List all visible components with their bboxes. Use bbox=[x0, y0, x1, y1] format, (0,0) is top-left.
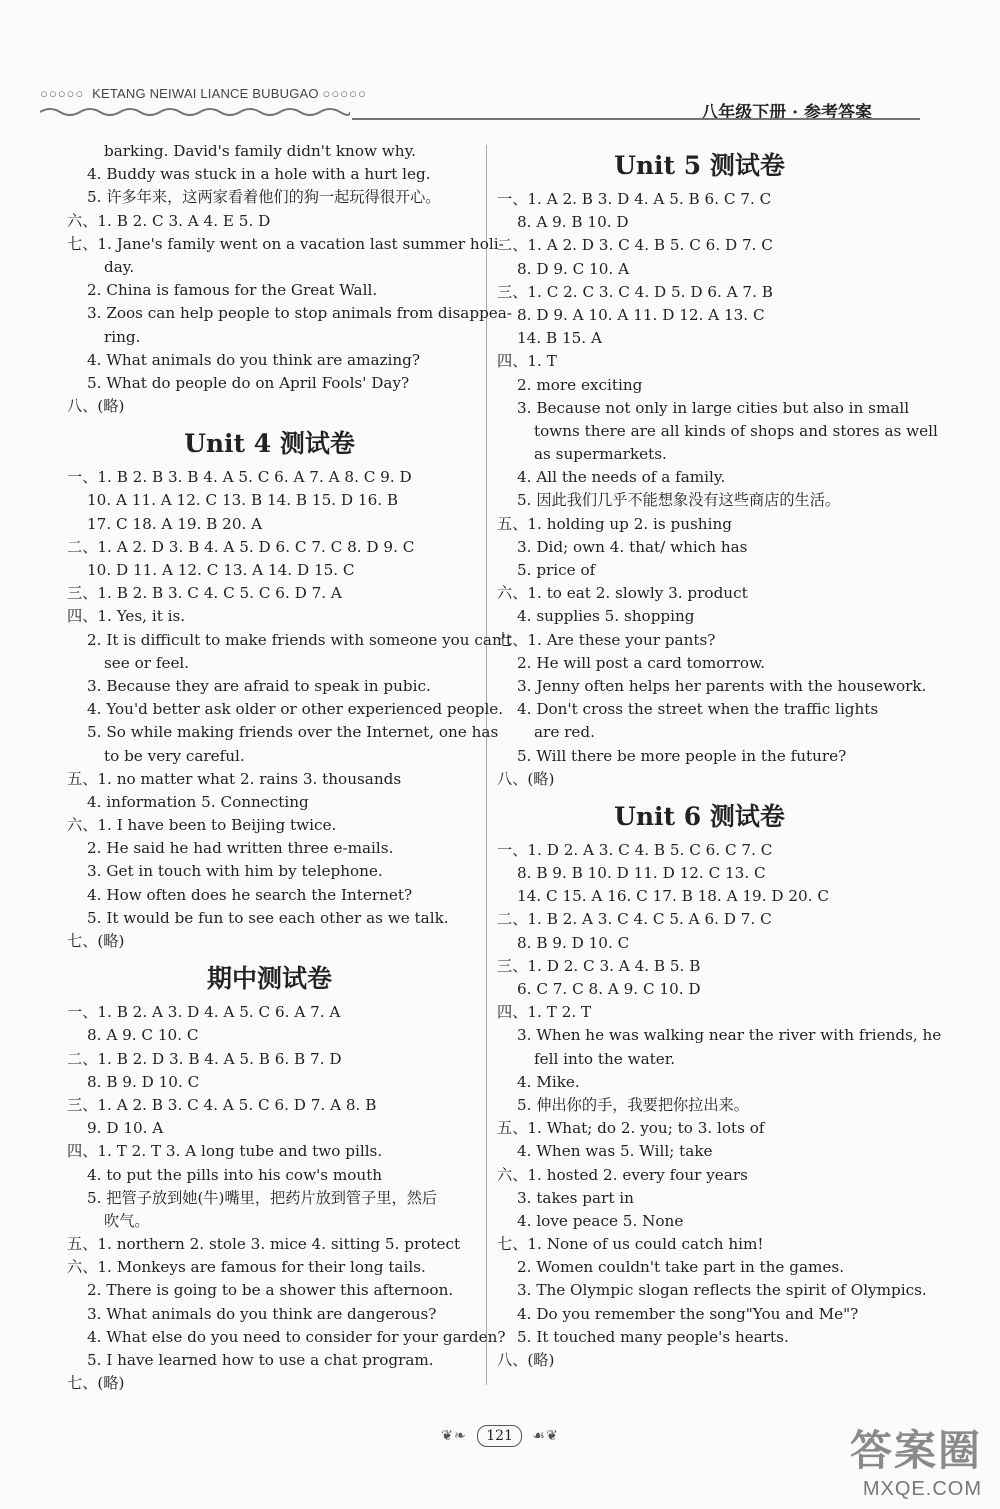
header-wave-ornament bbox=[40, 106, 350, 118]
answer-line: 七、(略) bbox=[67, 932, 125, 950]
answer-line: 3. When he was walking near the river with friends, he bbox=[517, 1026, 942, 1045]
answer-line: 8. A 9. C 10. C bbox=[87, 1026, 199, 1045]
answer-line: 4. You'd better ask older or other experienced people. bbox=[87, 700, 504, 719]
answer-line: 一、1. A 2. B 3. D 4. A 5. B 6. C 7. C bbox=[497, 190, 772, 208]
right-column bbox=[497, 140, 942, 1372]
header-dots-after: ○○○○○ bbox=[322, 86, 367, 101]
answer-line: 一、1. B 2. B 3. B 4. A 5. C 6. A 7. A 8. C 9. D bbox=[67, 468, 412, 487]
answer-line: 3. Because they are afraid to speak in pubic. bbox=[87, 676, 431, 695]
answer-line: 6. C 7. C 8. A 9. C 10. D bbox=[517, 980, 701, 998]
answer-line: 5. So while making friends over the Internet, one has bbox=[87, 723, 499, 742]
answer-line: barking. David's family didn't know why. bbox=[104, 142, 416, 160]
answer-line: 四、1. Yes, it is. bbox=[67, 607, 186, 626]
answer-line: 4. What else do you need to consider for your garden? bbox=[87, 1327, 506, 1346]
answer-line: 5. What do people do on April Fools' Day? bbox=[87, 373, 410, 392]
answer-line: 2. Women couldn't take part in the games. bbox=[517, 1258, 845, 1277]
watermark bbox=[850, 1418, 982, 1501]
answer-line: 3. Get in touch with him by telephone. bbox=[87, 862, 383, 881]
answer-line: 七、1. None of us could catch him! bbox=[497, 1235, 764, 1254]
section-heading: Unit 4 测试卷 bbox=[184, 429, 355, 459]
answer-line: 4. Don't cross the street when the traffic lights bbox=[517, 700, 879, 719]
answer-line: 五、1. holding up 2. is pushing bbox=[497, 514, 732, 533]
answer-line: 14. C 15. A 16. C 17. B 18. A 19. D 20. C bbox=[517, 887, 829, 906]
answer-line: 吹气。 bbox=[104, 1211, 150, 1230]
answer-line: 六、1. I have been to Beijing twice. bbox=[67, 816, 337, 835]
header-title: 八年级下册 · 参考答案 bbox=[701, 103, 872, 123]
answer-line: 5. price of bbox=[517, 561, 596, 579]
answer-line: 4. love peace 5. None bbox=[517, 1211, 684, 1230]
answer-line: 5. Will there be more people in the future? bbox=[517, 746, 847, 765]
section-heading: Unit 5 测试卷 bbox=[614, 151, 785, 180]
answer-line: 六、1. B 2. C 3. A 4. E 5. D bbox=[67, 211, 271, 230]
answer-line: 六、1. Monkeys are famous for their long tails. bbox=[67, 1258, 426, 1277]
answer-line: 5. 伸出你的手，我要把你拉出来。 bbox=[517, 1095, 749, 1114]
answer-line: 14. B 15. A bbox=[517, 329, 602, 348]
answer-line: as supermarkets. bbox=[534, 445, 667, 464]
answer-line: 4. How often does he search the Internet? bbox=[87, 885, 413, 904]
answer-line: are red. bbox=[534, 723, 595, 742]
answer-line: 4. to put the pills into his cow's mouth bbox=[87, 1165, 383, 1184]
answer-line: 一、1. B 2. A 3. D 4. A 5. C 6. A 7. A bbox=[67, 1003, 341, 1022]
answer-line: 3. takes part in bbox=[517, 1188, 634, 1207]
answer-line: 8. B 9. D 10. C bbox=[517, 933, 630, 952]
header-rule bbox=[352, 118, 920, 120]
watermark-url: MXQE.COM bbox=[862, 1478, 982, 1500]
answer-line: 四、1. T bbox=[497, 352, 557, 371]
answer-line: 八、(略) bbox=[67, 397, 125, 416]
footer-ornament-right: ☙❦ bbox=[532, 1428, 559, 1444]
answer-line: 5. It touched many people's hearts. bbox=[517, 1327, 789, 1346]
answer-line: 8. A 9. B 10. D bbox=[517, 213, 629, 232]
answer-line: 3. Jenny often helps her parents with the housework. bbox=[517, 676, 927, 695]
answer-line: 4. Buddy was stuck in a hole with a hurt leg. bbox=[87, 165, 431, 184]
answer-line: 8. B 9. D 10. C bbox=[87, 1072, 200, 1091]
answer-line: 三、1. B 2. B 3. C 4. C 5. C 6. D 7. A bbox=[67, 584, 342, 603]
answer-line: 2. He will post a card tomorrow. bbox=[517, 653, 766, 672]
answer-line: 2. It is difficult to make friends with someone you can't bbox=[87, 630, 513, 649]
answer-line: 三、1. D 2. C 3. A 4. B 5. B bbox=[497, 956, 701, 975]
answer-line: 10. D 11. A 12. C 13. A 14. D 15. C bbox=[87, 561, 355, 579]
answer-line: 5. It would be fun to see each other as we talk. bbox=[87, 908, 449, 927]
answer-line: 一、1. D 2. A 3. C 4. B 5. C 6. C 7. C bbox=[497, 840, 773, 859]
answer-line: 三、1. C 2. C 3. C 4. D 5. D 6. A 7. B bbox=[497, 282, 773, 301]
answer-line: 2. China is famous for the Great Wall. bbox=[87, 281, 378, 300]
column-divider bbox=[486, 145, 487, 1385]
answer-line: 3. Did; own 4. that/ which has bbox=[517, 537, 748, 556]
answer-line: towns there are all kinds of shops and stores as well bbox=[534, 421, 938, 440]
answer-line: 八、(略) bbox=[497, 1351, 555, 1369]
answer-line: 4. When was 5. Will; take bbox=[517, 1142, 713, 1161]
answer-line: 五、1. What; do 2. you; to 3. lots of bbox=[497, 1119, 765, 1138]
answer-line: 4. Do you remember the song"You and Me"? bbox=[517, 1304, 859, 1323]
answer-line: 4. supplies 5. shopping bbox=[517, 607, 695, 626]
answer-line: 二、1. A 2. D 3. C 4. B 5. C 6. D 7. C bbox=[497, 236, 773, 255]
header-series-label: KETANG NEIWAI LIANCE BUBUGAO bbox=[92, 86, 319, 101]
answer-line: 5. 因此我们几乎不能想象没有这些商店的生活。 bbox=[517, 491, 841, 510]
answer-line: 二、1. B 2. D 3. B 4. A 5. B 6. B 7. D bbox=[67, 1049, 342, 1068]
answer-line: 10. A 11. A 12. C 13. B 14. B 15. D 16. B bbox=[87, 491, 399, 510]
answer-line: 2. more exciting bbox=[517, 375, 643, 394]
left-column bbox=[67, 140, 513, 1395]
answer-line: 17. C 18. A 19. B 20. A bbox=[87, 514, 263, 533]
answer-line: 二、1. B 2. A 3. C 4. C 5. A 6. D 7. C bbox=[497, 910, 772, 929]
answer-line: 3. What animals do you think are dangerous? bbox=[87, 1304, 437, 1323]
footer-ornament-left: ❦❧ bbox=[441, 1428, 467, 1444]
answer-line: 4. All the needs of a family. bbox=[517, 468, 726, 487]
section-heading: Unit 6 测试卷 bbox=[614, 801, 785, 831]
answer-line: 4. What animals do you think are amazing? bbox=[87, 350, 421, 369]
answer-line: 4. Mike. bbox=[517, 1072, 580, 1091]
answer-line: 2. He said he had written three e-mails. bbox=[87, 839, 394, 858]
answer-line: see or feel. bbox=[104, 653, 190, 672]
answer-line: 五、1. northern 2. stole 3. mice 4. sitting 5. protect bbox=[67, 1235, 461, 1254]
answer-line: 三、1. A 2. B 3. C 4. A 5. C 6. D 7. A 8. B bbox=[67, 1095, 377, 1114]
answer-line: to be very careful. bbox=[104, 746, 245, 765]
header-series bbox=[40, 86, 371, 101]
answer-line: 七、1. Jane's family went on a vacation last summer holi- bbox=[67, 234, 504, 253]
answer-line: 2. There is going to be a shower this afternoon. bbox=[87, 1281, 454, 1300]
answer-line: day. bbox=[104, 257, 135, 276]
answer-line: 二、1. A 2. D 3. B 4. A 5. D 6. C 7. C 8. D 9. C bbox=[67, 537, 415, 556]
answer-line: 八、(略) bbox=[497, 769, 555, 788]
answer-line: 四、1. T 2. T bbox=[497, 1003, 592, 1022]
answer-line: 五、1. no matter what 2. rains 3. thousands bbox=[67, 769, 402, 788]
answer-line: fell into the water. bbox=[534, 1049, 676, 1068]
answer-line: 四、1. T 2. T 3. A long tube and two pills. bbox=[67, 1142, 383, 1161]
answer-line: 5. 许多年来，这两家看着他们的狗一起玩得很开心。 bbox=[87, 188, 441, 207]
answer-line: 9. D 10. A bbox=[87, 1119, 164, 1138]
answer-line: 4. information 5. Connecting bbox=[87, 792, 309, 811]
answer-line: 5. 把管子放到她(牛)嘴里，把药片放到管子里，然后 bbox=[87, 1188, 438, 1207]
section-heading: 期中测试卷 bbox=[206, 964, 332, 994]
watermark-logo: 答案圈 bbox=[849, 1426, 982, 1475]
answer-line: 3. Because not only in large cities but also in small bbox=[517, 398, 910, 417]
answer-line: 3. The Olympic slogan reflects the spirit of Olympics. bbox=[517, 1281, 927, 1300]
answer-line: 七、1. Are these your pants? bbox=[497, 630, 716, 649]
answer-line: 5. I have learned how to use a chat program. bbox=[87, 1351, 434, 1369]
page-number: 121 bbox=[477, 1425, 522, 1447]
answer-line: ring. bbox=[104, 327, 141, 346]
answer-line: 七、(略) bbox=[67, 1374, 125, 1393]
answer-line: 六、1. to eat 2. slowly 3. product bbox=[497, 584, 748, 603]
answer-line: 3. Zoos can help people to stop animals from disappea- bbox=[87, 304, 512, 323]
answer-line: 8. D 9. A 10. A 11. D 12. A 13. C bbox=[517, 305, 765, 324]
answer-line: 8. D 9. C 10. A bbox=[517, 259, 630, 278]
answer-line: 8. B 9. B 10. D 11. D 12. C 13. C bbox=[517, 864, 766, 883]
answer-line: 六、1. hosted 2. every four years bbox=[497, 1165, 748, 1184]
header-dots: ○○○○○ bbox=[40, 86, 85, 101]
